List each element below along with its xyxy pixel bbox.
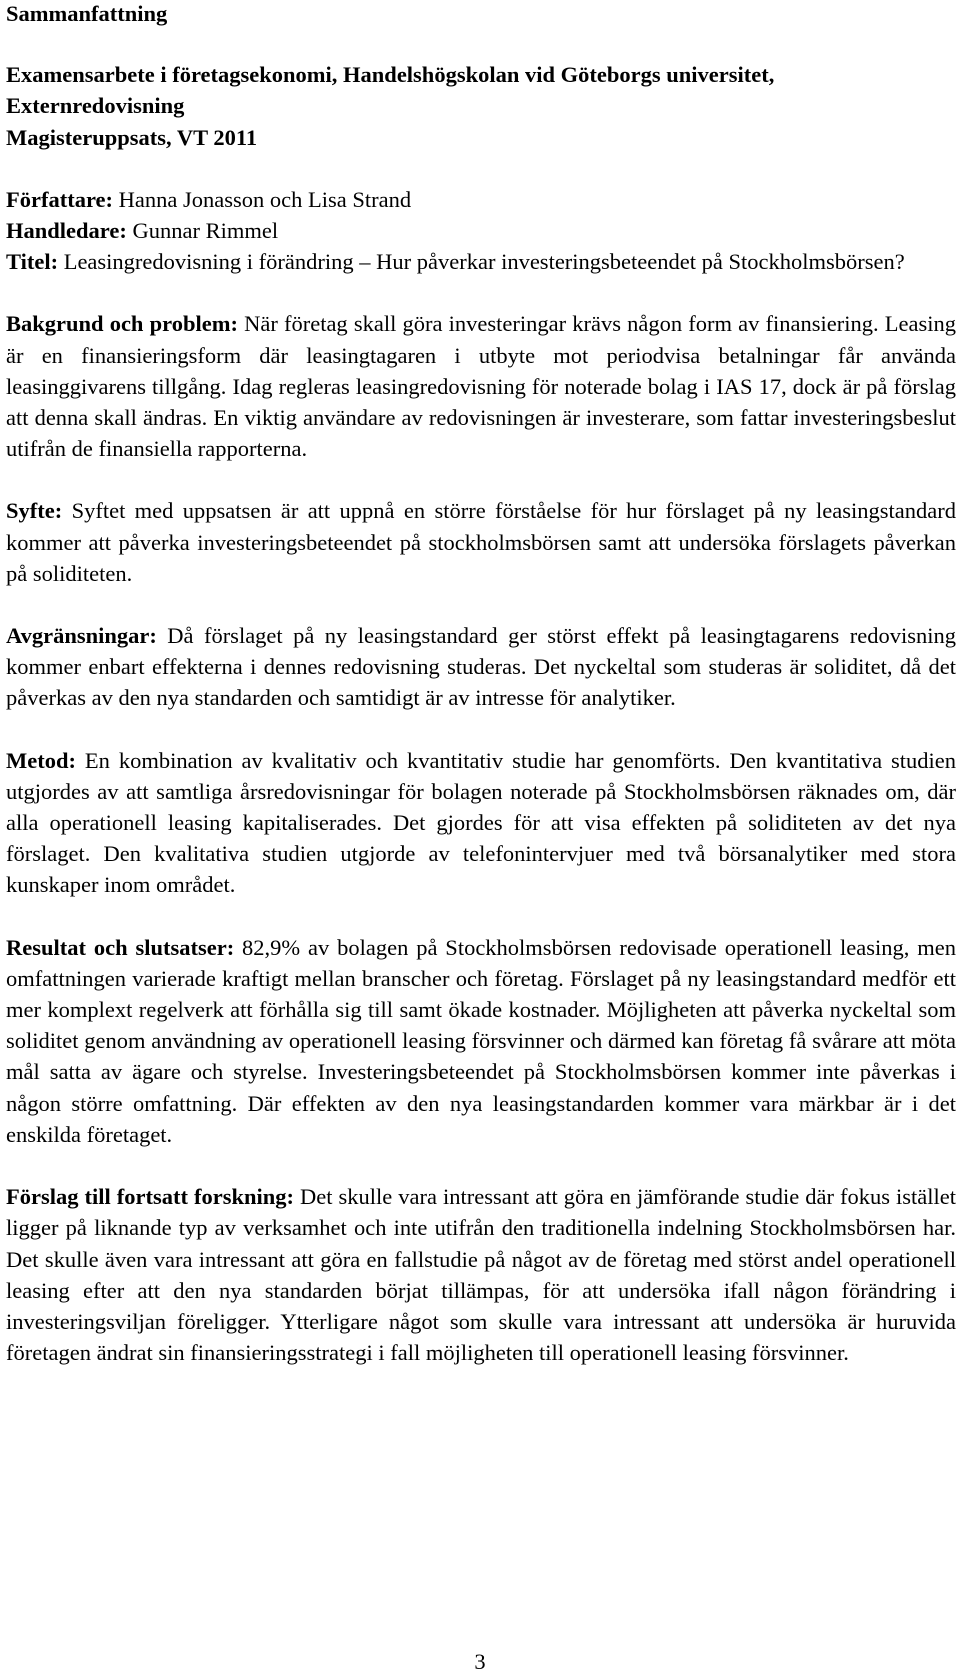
page-heading: Sammanfattning (6, 1, 168, 26)
thesis-meta (6, 184, 956, 278)
supervisor-value: Gunnar Rimmel (126, 218, 279, 244)
bakgrund-text: När företag skall göra investeringar krävs någon form av finansiering. Leasing är en finansieringsform där leasingtagaren i utbyte mot periodvisa betalningar får använda leasinggivarens tillgång. Idag regleras leasingredovisning för noterade bolag i IAS 17, dock är på förslag att denna skall ändras. En viktig användare av redovisningen är investerare, som fattar investeringsbeslut utifrån de finansiella rapporterna. (6, 311, 956, 462)
author-label: Författare: (6, 186, 114, 212)
title-label: Titel: (6, 249, 59, 275)
forslag-label: Förslag till fortsatt forskning: (6, 1184, 295, 1210)
syfte-label: Syfte: (6, 498, 63, 524)
metod-text: En kombination av kvalitativ och kvantitativ studie har genomförts. Den kvantitativa studien utgjordes av att samtliga årsredovisningar för bolagen noterade på Stockholmsbörsen räknades om, där alla operationell leasing kapitaliserades. Det gjordes för att visa effekten på soliditeten av det nya förslaget. Den kvalitativa studien utgjorde av telefonintervjuer med två börsanalytiker med stora kunskaper inom området. (6, 747, 956, 898)
avgransningar-text: Då förslaget på ny leasingstandard ger störst effekt på leasingtagarens redovisning kommer enbart effekterna i dennes redovisning studeras. Det nyckeltal som studeras är soliditet, då det påverkas av den nya standarden och samtidigt är av intresse för analytiker. (6, 623, 956, 711)
document-page (6, 0, 956, 1368)
header-line-2: Externredovisning (6, 93, 185, 119)
author-line (6, 184, 956, 215)
forslag-text: Det skulle vara intressant att göra en jämförande studie där fokus istället ligger på liknande typ av verksamhet och inte utifrån den traditionella indelning Stockholmsbörsen har. Det skulle även vara intressant att göra en fallstudie på något av de företag med störst andel operationell leasing efter att den nya standarden börjat tillämpas, för att undersöka ifall någon förändring i investeringsviljan föreligger. Ytterligare något som skulle vara intressant att undersöka är huruvida företagen ändrat sin finansieringsstrategi i fall möjligheten till operationell leasing försvinner. (6, 1184, 956, 1366)
section-resultat (6, 932, 956, 1150)
section-forslag (6, 1181, 956, 1368)
metod-label: Metod: (6, 747, 76, 773)
resultat-text: 82,9% av bolagen på Stockholmsbörsen redovisade operationell leasing, men omfattningen varierade kraftigt mellan branscher och företag. Förslaget på ny leasingstandard medför ett mer komplext regelverk att förhålla sig till samt ökade kostnader. Möjligheten att påverka nyckeltal som soliditet genom användning av operationell leasing försvinner och därmed kan företag få svårare att möta mål satta av ägare och styrelse. Investeringsbeteendet på Stockholmsbörsen kommer inte påverkas i någon större omfattning. Där effekten av den nya leasingstandarden kommer vara märkbar är i det enskilda företaget. (6, 934, 956, 1147)
author-value: Hanna Jonasson och Lisa Strand (113, 186, 412, 212)
resultat-label: Resultat och slutsatser: (6, 934, 235, 960)
bakgrund-label: Bakgrund och problem: (6, 311, 238, 337)
title-value: Leasingredovisning i förändring – Hur påverkar investeringsbeteendet på Stockholmsbörsen? (58, 249, 905, 275)
header-line-1: Examensarbete i företagsekonomi, Handelshögskolan vid Göteborgs universitet, (6, 62, 775, 88)
section-avgransningar (6, 620, 956, 714)
avgransningar-label: Avgränsningar: (6, 623, 157, 649)
section-metod (6, 745, 956, 901)
header-line-3: Magisteruppsats, VT 2011 (6, 124, 258, 150)
thesis-header (6, 59, 956, 153)
syfte-text: Syftet med uppsatsen är att uppnå en större förståelse för hur förslaget på ny leasingstandard kommer att påverka investeringsbeteendet på stockholmsbörsen samt att undersöka förslagets påverkan på soliditeten. (6, 498, 956, 586)
section-syfte (6, 495, 956, 589)
section-bakgrund (6, 308, 956, 464)
page-number: 3 (474, 1649, 486, 1674)
supervisor-line (6, 215, 956, 246)
supervisor-label: Handledare: (6, 218, 127, 244)
title-line (6, 246, 956, 277)
